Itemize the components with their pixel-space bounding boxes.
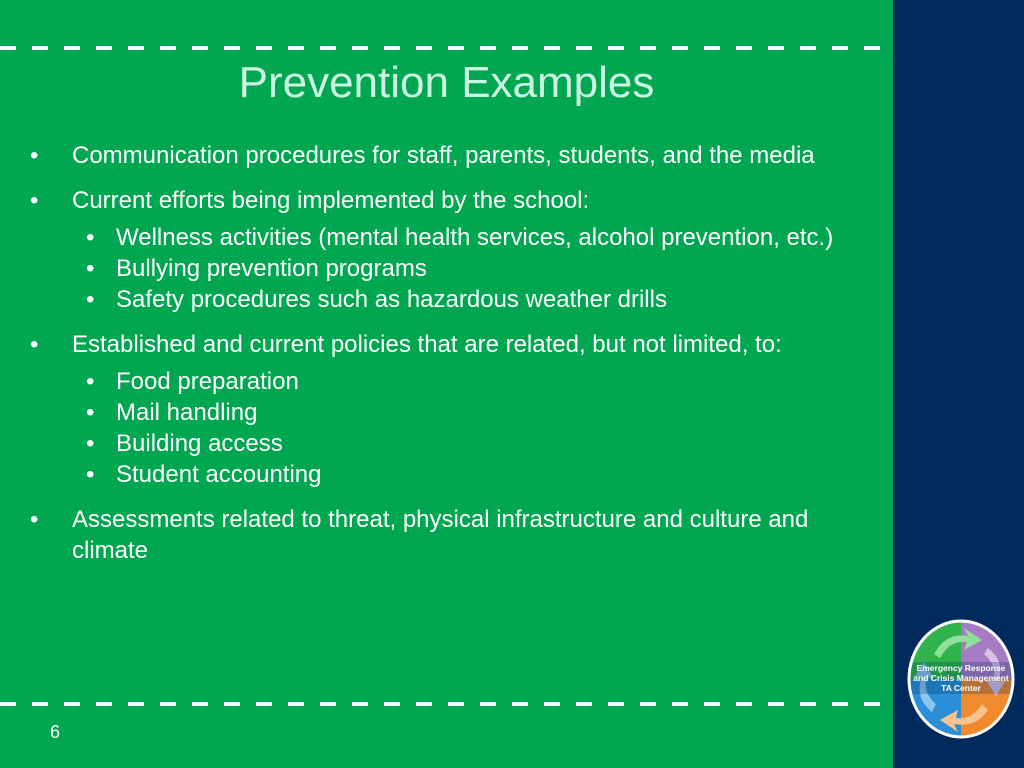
sub-bullet-item xyxy=(72,253,848,284)
erc-ta-center-logo xyxy=(906,618,1016,740)
bullet-item xyxy=(28,329,848,490)
bullet-text: Established and current policies that are related, but not limited, to: xyxy=(72,331,782,358)
bullet-glyph: • xyxy=(86,255,95,282)
sub-bullet-item xyxy=(72,459,848,490)
bullet-item xyxy=(28,140,848,171)
bullet-glyph: • xyxy=(86,461,95,488)
bullet-glyph: • xyxy=(86,430,95,457)
sub-bullet-text: Mail handling xyxy=(116,399,258,426)
sub-bullet-text: Food preparation xyxy=(116,368,299,395)
slide-title: Prevention Examples xyxy=(238,58,655,107)
logo-line-1: Emergency Response xyxy=(916,663,1006,673)
bullet-list xyxy=(28,140,848,566)
sub-bullet-list xyxy=(72,366,848,490)
top-dashed-divider xyxy=(0,46,893,50)
bullet-glyph: • xyxy=(86,286,95,313)
bullet-text: Current efforts being implemented by the school: xyxy=(72,187,590,214)
bullet-text: Assessments related to threat, physical infrastructure and culture and climate xyxy=(72,506,809,564)
bullet-glyph: • xyxy=(30,331,39,358)
bullet-glyph: • xyxy=(30,506,39,533)
bullet-glyph: • xyxy=(86,399,95,426)
logo-line-3: TA Center xyxy=(941,683,981,693)
bullet-text: Communication procedures for staff, parents, students, and the media xyxy=(72,142,815,169)
sub-bullet-text: Building access xyxy=(116,430,283,457)
sub-bullet-item xyxy=(72,284,848,315)
bullet-glyph: • xyxy=(86,368,95,395)
sub-bullet-list xyxy=(72,222,848,315)
sub-bullet-item xyxy=(72,366,848,397)
logo-line-2: and Crisis Management xyxy=(913,673,1009,683)
sub-bullet-text: Student accounting xyxy=(116,461,322,488)
sub-bullet-text: Safety procedures such as hazardous weather drills xyxy=(116,286,667,313)
bullet-glyph: • xyxy=(30,142,39,169)
bullet-glyph: • xyxy=(30,187,39,214)
bullet-item xyxy=(28,185,848,315)
sub-bullet-text: Bullying prevention programs xyxy=(116,255,427,282)
sub-bullet-item xyxy=(72,397,848,428)
bullet-content xyxy=(28,140,848,580)
bullet-glyph: • xyxy=(86,224,95,251)
sub-bullet-item xyxy=(72,428,848,459)
sub-bullet-item xyxy=(72,222,848,253)
bullet-item xyxy=(28,504,848,566)
page-number: 6 xyxy=(50,722,61,742)
bottom-dashed-divider xyxy=(0,702,893,706)
sub-bullet-text: Wellness activities (mental health services, alcohol prevention, etc.) xyxy=(116,224,834,251)
